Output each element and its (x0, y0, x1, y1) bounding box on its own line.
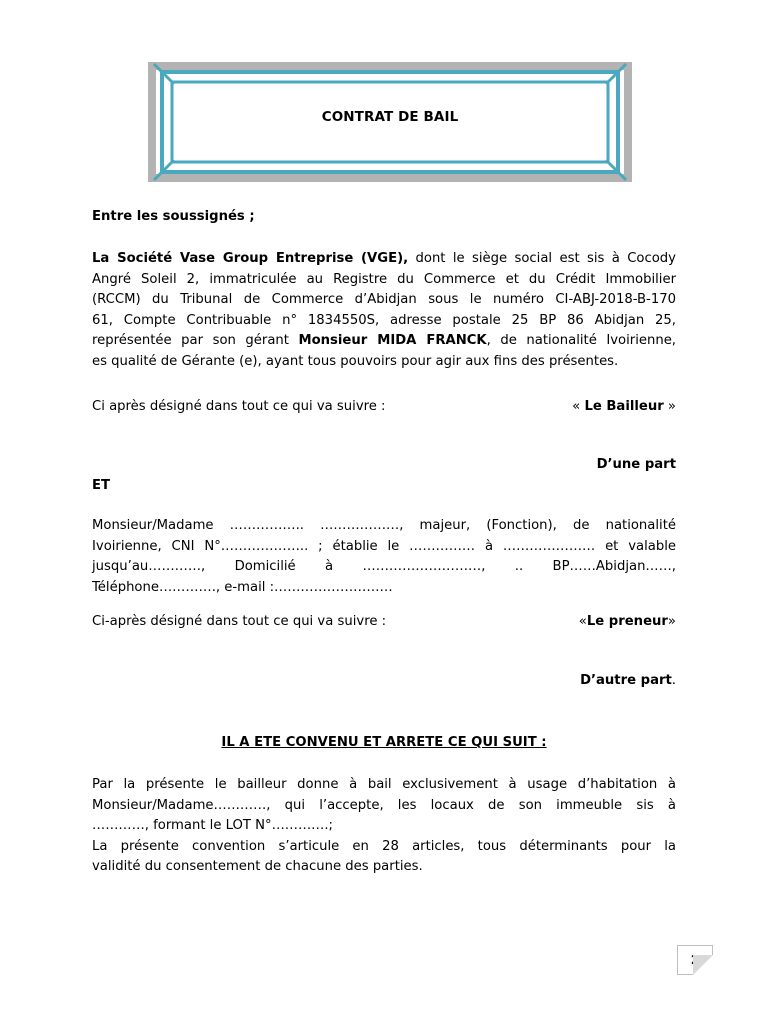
bailleur-quote-close: » (663, 399, 676, 414)
agreement-line-4: La présente convention s’articule en 28 articles, tous déterminants pour la (92, 838, 676, 854)
party1-line-1 (92, 249, 676, 270)
second-part-text: D’autre part (580, 673, 672, 688)
party1-line-6-text: es qualité de Gérante (e), ayant tous pouvoirs pour agir aux fins des présentes. (92, 353, 619, 369)
agreement-paragraph (92, 775, 676, 878)
party2-line-1: Monsieur/Madame …………….. ………………, majeur, (Fonction), de nationalité (92, 518, 676, 533)
et-line (92, 476, 676, 496)
party1-line-6 (92, 352, 676, 373)
preneur-designation (92, 612, 676, 632)
intro-line (92, 207, 676, 227)
page-number-box (677, 945, 713, 975)
party1-line-4-text: 61, Compte Contribuable n° 1834550S, adresse postale 25 BP 86 Abidjan 25, (92, 312, 676, 328)
party2-line-3: jusqu’au…………, Domicilié à ………………………, .. BP……Abidjan……, (92, 559, 676, 574)
company-name: La Société Vase Group Entreprise (VGE), (92, 251, 409, 266)
gerant-name: Monsieur MIDA FRANCK (298, 333, 487, 348)
party1-line-3-text: (RCCM) du Tribunal de Commerce d’Abidjan sous le numéro CI-ABJ-2018-B-170 (92, 292, 676, 307)
first-part-text: D’une part (596, 457, 676, 472)
agreement-line-1: Par la présente le bailleur donne à bail exclusivement à usage d’habitation à (92, 777, 676, 792)
gerant-after: , de nationalité Ivoirienne, (486, 333, 676, 348)
party1-line-5 (92, 331, 676, 352)
party1-line-4 (92, 311, 676, 332)
bailleur-role (572, 397, 676, 417)
preneur-designation-label: Ci-après désigné dans tout ce qui va suivre : (92, 614, 387, 629)
party2-line-4: Téléphone…………., e-mail :……………………… (92, 579, 393, 595)
document-title: CONTRAT DE BAIL (321, 109, 459, 125)
agreement-line-5: validité du consentement de chacune des parties. (92, 859, 423, 874)
party2-paragraph (92, 516, 676, 598)
page-curl-icon (693, 955, 713, 975)
party1-line-2 (92, 270, 676, 291)
party1-line-3 (92, 290, 676, 311)
bailleur-role-text: Le Bailleur (584, 399, 664, 414)
second-part-period: . (671, 673, 676, 688)
agreement-line-2: Monsieur/Madame…………, qui l’accepte, les locaux de son immeuble sis à (92, 797, 676, 813)
intro-text: Entre les soussignés ; (92, 209, 255, 224)
party1-line-1-text: dont le siège social est sis à Cocody (408, 251, 676, 266)
party1-line-2-text: Angré Soleil 2, immatriculée au Registre du Commerce et du Crédit Immobilier (92, 271, 676, 287)
bailleur-quote-open: « (572, 399, 585, 414)
party2-line-2: Ivoirienne, CNI N°……………….. ; établie le …………… à ………………… et valable (92, 538, 676, 554)
party1-paragraph (92, 249, 676, 372)
first-part-line (92, 455, 676, 475)
title-frame (148, 62, 632, 182)
preneur-quote-open: « (578, 614, 587, 629)
agreement-heading: IL A ETE CONVENU ET ARRETE CE QUI SUIT : (221, 735, 547, 750)
preneur-quote-close: » (667, 614, 676, 629)
second-part-line (92, 671, 676, 691)
page-number: 2 (690, 953, 700, 967)
bailleur-designation (92, 397, 676, 417)
bailleur-designation-label: Ci après désigné dans tout ce qui va suivre : (92, 399, 386, 414)
preneur-role-text: Le preneur (586, 614, 668, 629)
agreement-line-3: …………, formant le LOT N°………….; (92, 818, 333, 833)
et-text: ET (92, 478, 111, 493)
preneur-role (579, 612, 676, 632)
party1-line-5-text: représentée par son gérant (92, 333, 299, 348)
